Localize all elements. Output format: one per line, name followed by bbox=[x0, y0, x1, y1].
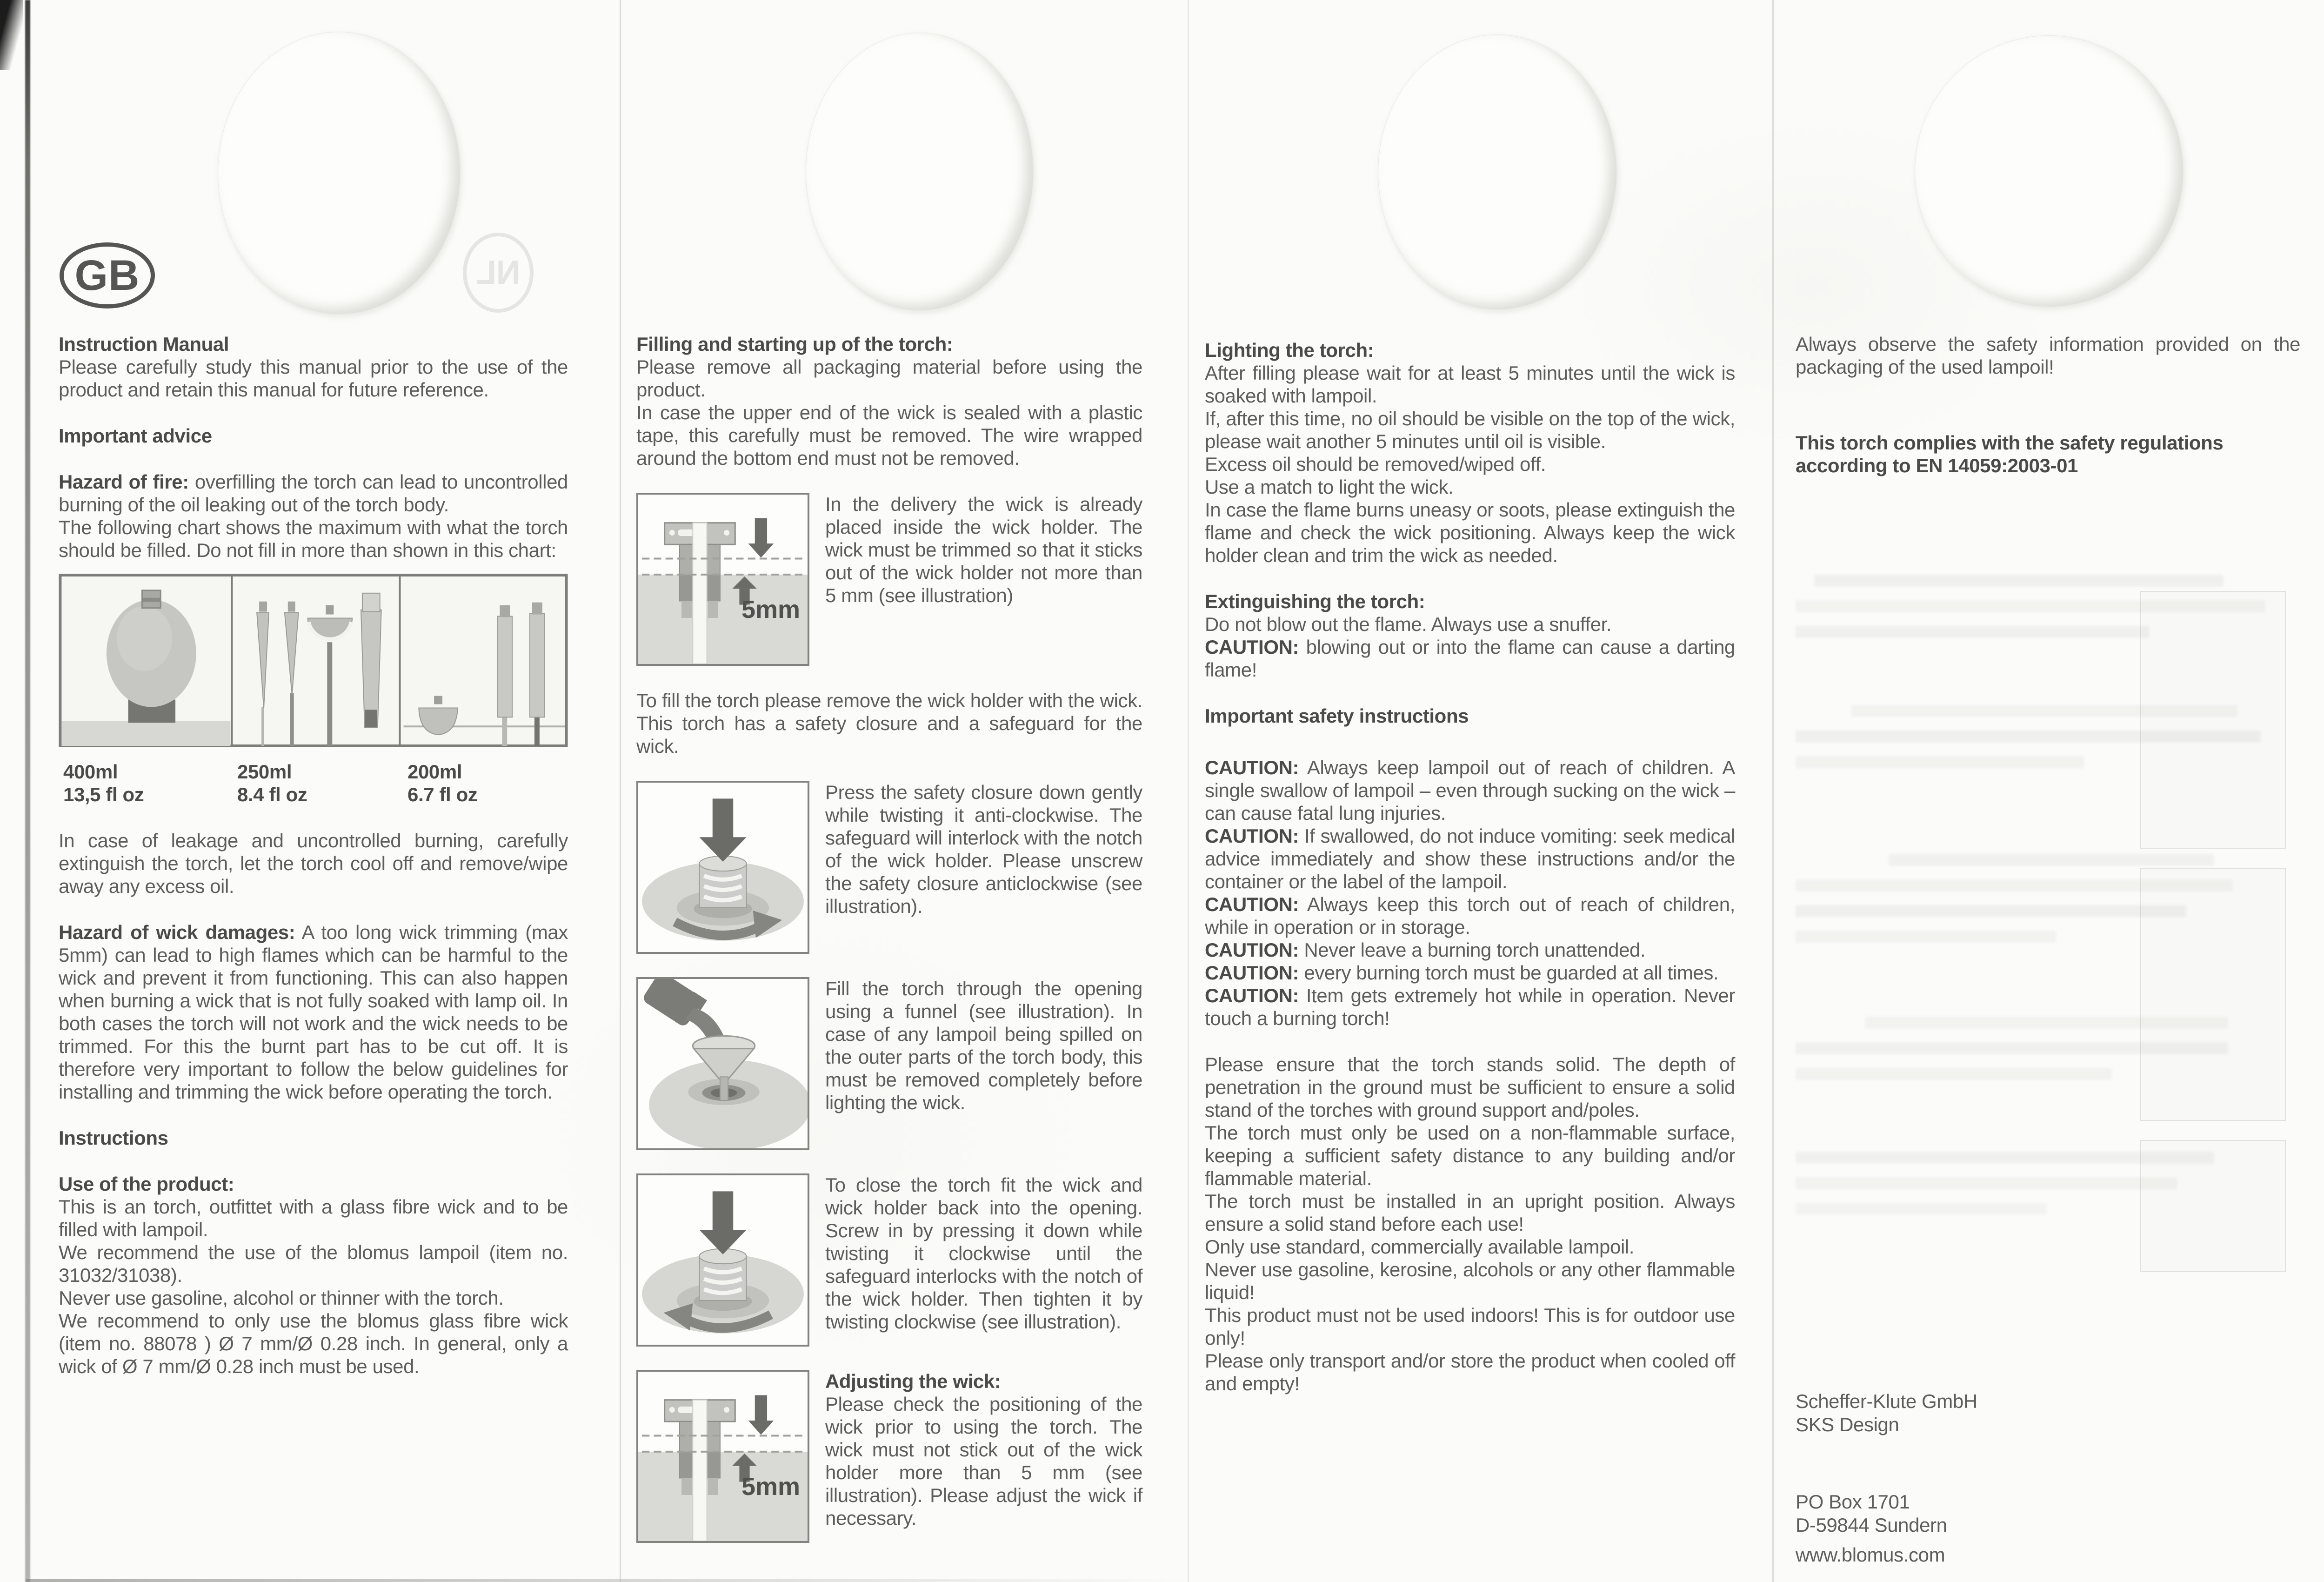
caution-label: CAUTION: bbox=[1205, 939, 1299, 961]
caution-label: CAUTION: bbox=[1205, 962, 1299, 984]
extinguishing-text: Do not blow out the flame. Always use a snuffer. bbox=[1205, 613, 1612, 635]
hazard-fire-paragraph bbox=[59, 470, 568, 562]
hanger-hole-panel2 bbox=[806, 33, 1034, 311]
compliance-paragraph: This torch complies with the safety regulations according to EN 14059:2003-01 bbox=[1796, 432, 2224, 476]
use-line: We recommend to only use the blomus glass fibre wick (item no. 88078 ) Ø 7 mm/Ø 0.28 inch. In general, only a wick of Ø 7 mm/Ø 0.28 inch must be used. bbox=[59, 1310, 568, 1377]
funnel-text: Fill the torch through the opening using a funnel (see illustration). In case of any lampoil being spilled on the outer parts of the torch body, this must be removed completely before lighting the wick. bbox=[825, 978, 1142, 1113]
extinguishing-section bbox=[1205, 590, 1735, 681]
filling-p2: In case the upper end of the wick is sealed with a plastic tape, this carefully must be removed. The wire wrapped around the bottom end must not be removed. bbox=[636, 402, 1142, 469]
torch-capacity-diagram bbox=[59, 574, 568, 747]
use-of-product-section bbox=[59, 1173, 568, 1378]
lighting-line: In case the flame burns uneasy or soots, please extinguish the flame and check the wick positioning. Always keep the wick holder clean and trim the wick as needed. bbox=[1205, 499, 1735, 566]
five-mm-label: 5mm bbox=[741, 1473, 800, 1501]
capacity-200ml: 200ml 6.7 fl oz bbox=[407, 761, 478, 805]
company-name: Scheffer-Klute GmbH bbox=[1796, 1390, 1977, 1412]
safety-instructions-heading: Important safety instructions bbox=[1205, 705, 1469, 727]
extinguishing-caution: CAUTION: blowing out or into the flame can cause a darting flame! bbox=[1205, 636, 1735, 681]
capacity-400ml: 400ml 13,5 fl oz bbox=[63, 761, 144, 805]
hazard-wick-label: Hazard of wick damages: bbox=[59, 921, 295, 943]
hazard-fire-text: overfilling the torch can lead to uncontrolled burning of the oil leaking out of the torch body. bbox=[59, 471, 568, 516]
caution-label: CAUTION: bbox=[1205, 757, 1299, 778]
filling-section bbox=[636, 333, 1142, 469]
fill-remove-paragraph: To fill the torch please remove the wick holder with the wick. This torch has a safety closure and a safeguard for the wick. bbox=[636, 690, 1142, 757]
instructions-heading: Instructions bbox=[59, 1127, 168, 1149]
caution-item: CAUTION: Item gets extremely hot while in operation. Never touch a burning torch! bbox=[1205, 985, 1735, 1029]
column-lighting-safety bbox=[1205, 339, 1735, 1395]
section-title: Instruction Manual bbox=[59, 333, 229, 355]
adjust-wick-row bbox=[636, 1370, 1142, 1543]
fold-line-2 bbox=[1188, 0, 1189, 1582]
close-twist-diagram bbox=[638, 1175, 808, 1345]
stand-solid-section bbox=[1205, 1053, 1735, 1395]
filling-p1: Please remove all packaging material before using the product. bbox=[636, 356, 1142, 401]
caution-item: CAUTION: If swallowed, do not induce vomiting: seek medical advice immediately and show these instructions and/or the container or the label of the lampoil. bbox=[1205, 825, 1735, 892]
press-closure-row bbox=[636, 781, 1142, 954]
close-torch-row bbox=[636, 1173, 1142, 1347]
use-line: This is an torch, outfittet with a glass fibre wick and to be filled with lampoil. bbox=[59, 1196, 568, 1240]
scan-left-edge bbox=[25, 0, 30, 1582]
figure-press-closure-anticlockwise bbox=[636, 781, 809, 954]
hazard-wick-paragraph: Hazard of wick damages: A too long wick trimming (max 5mm) can lead to high flames which can be harmful to the wick and prevent it from functioning. This can also happen when burning a wick that is not fully soaked with lamp oil. In both cases the torch will not work and the wick needs to be trimmed. For this the burnt part has to be cut off. It is therefore very important to follow the below guidelines for installing and trimming the wick before operating the torch. bbox=[59, 921, 568, 1103]
lighting-line: Excess oil should be removed/wiped off. bbox=[1205, 453, 1546, 475]
bleed-through-box bbox=[2140, 1140, 2286, 1272]
language-badge-nl-ghost-label: NL bbox=[476, 254, 521, 291]
funnel-row bbox=[636, 977, 1142, 1150]
capacity-250ml: 250ml 8.4 fl oz bbox=[237, 761, 307, 805]
caution-item: CAUTION: every burning torch must be guarded at all times. bbox=[1205, 962, 1719, 984]
hanger-hole-panel1 bbox=[218, 32, 461, 315]
column-filling bbox=[636, 333, 1142, 1543]
lighting-line: If, after this time, no oil should be visible on the top of the wick, please wait another 5 minutes until oil is visible. bbox=[1205, 408, 1735, 452]
lighting-heading: Lighting the torch: bbox=[1205, 339, 1374, 361]
caution-label: CAUTION: bbox=[1205, 636, 1299, 658]
bleed-through-box bbox=[2140, 591, 2286, 849]
address-pobox: PO Box 1701 bbox=[1796, 1491, 1910, 1513]
bleed-through-line bbox=[1796, 931, 2056, 943]
company-brand: SKS Design bbox=[1796, 1414, 1899, 1435]
bleed-through-line bbox=[1796, 905, 2186, 917]
figure-close-clockwise bbox=[636, 1173, 809, 1347]
fill-capacity-chart bbox=[59, 574, 568, 806]
use-line: We recommend the use of the blomus lampoil (item no. 31032/31038). bbox=[59, 1241, 568, 1286]
caution-item: CAUTION: Always keep this torch out of reach of children, while in operation or in storage. bbox=[1205, 893, 1735, 938]
caution-label: CAUTION: bbox=[1205, 825, 1299, 847]
column-instruction-manual bbox=[59, 333, 568, 1378]
filling-heading: Filling and starting up of the torch: bbox=[636, 333, 953, 355]
lighting-line: After filling please wait for at least 5 minutes until the wick is soaked with lampoil. bbox=[1205, 362, 1735, 407]
bleed-through-line bbox=[1889, 854, 2214, 866]
caution-item: CAUTION: Never leave a burning torch unattended. bbox=[1205, 939, 1646, 961]
language-badge-gb bbox=[60, 242, 155, 308]
press-twist-diagram bbox=[638, 783, 808, 952]
bleed-through-line bbox=[1796, 1177, 2177, 1189]
five-mm-label: 5mm bbox=[741, 596, 800, 623]
extinguishing-heading: Extinguishing the torch: bbox=[1205, 590, 1425, 612]
bleed-through-line bbox=[1796, 1203, 2047, 1215]
language-badge-nl-ghost bbox=[463, 233, 534, 313]
bleed-through-line bbox=[1796, 626, 2149, 638]
lighting-section bbox=[1205, 339, 1735, 567]
wick-adjust-diagram bbox=[638, 1372, 808, 1541]
figure-wick-trim-5mm bbox=[636, 493, 809, 666]
stand-line: This product must not be used indoors! This is for outdoor use only! bbox=[1205, 1304, 1735, 1349]
stand-line: Please only transport and/or store the product when cooled off and empty! bbox=[1205, 1350, 1735, 1394]
section-intro bbox=[59, 333, 568, 401]
bleed-through-line bbox=[1814, 575, 2224, 587]
wick-trim-text: In the delivery the wick is already placed inside the wick holder. The wick must be trimmed so that it sticks out of the wick holder not more than 5 mm (see illustration) bbox=[825, 493, 1142, 606]
close-torch-text: To close the torch fit the wick and wick holder back into the opening. Screw in by pressing it down while twisting it clockwise until the safeguard interlocks with the notch of the wick holder. Then tighten it by twisting clockwise (see illustration). bbox=[825, 1174, 1142, 1333]
intro-text: Please carefully study this manual prior to the use of the product and retain this manual for future reference. bbox=[59, 356, 568, 401]
adjust-text: Please check the positioning of the wick prior to using the torch. The wick must not stick out of the wick holder more than 5 mm (see illustration). Please adjust the wick if necessary. bbox=[825, 1393, 1142, 1529]
stand-line: Only use standard, commercially available lampoil. bbox=[1205, 1236, 1635, 1258]
hanger-hole-panel3 bbox=[1378, 34, 1617, 310]
leakage-paragraph: In case of leakage and uncontrolled burning, carefully extinguish the torch, let the torch cool off and remove/wipe away any excess oil. bbox=[59, 830, 568, 897]
bleed-through-line bbox=[1796, 1068, 2112, 1080]
address-city: D-59844 Sundern bbox=[1796, 1514, 1947, 1536]
advice-heading: Important advice bbox=[59, 425, 212, 447]
capacity-labels bbox=[59, 760, 568, 806]
figure-adjust-wick-5mm bbox=[636, 1370, 809, 1543]
bleed-through-box bbox=[2140, 868, 2286, 1121]
funnel-fill-diagram bbox=[638, 979, 808, 1148]
caution-item: CAUTION: Always keep lampoil out of reach of children. A single swallow of lampoil – even through sucking on the wick – can cause fatal lung injuries. bbox=[1205, 757, 1735, 824]
language-badge-gb-label: GB bbox=[74, 251, 140, 299]
caution-label: CAUTION: bbox=[1205, 985, 1299, 1006]
wick-cross-section-diagram bbox=[638, 495, 808, 664]
website-url: www.blomus.com bbox=[1796, 1544, 1945, 1566]
wick-trim-row bbox=[636, 493, 1142, 666]
hazard-fire-label: Hazard of fire: bbox=[59, 471, 189, 493]
stand-line: The torch must only be used on a non-flammable surface, keeping a sufficient safety distance to any building and/or flammable material. bbox=[1205, 1122, 1735, 1189]
scan-bottom-edge bbox=[26, 1579, 1189, 1582]
stand-line: Never use gasoline, kerosine, alcohols or any other flammable liquid! bbox=[1205, 1259, 1735, 1303]
press-closure-text: Press the safety closure down gently while twisting it anti-clockwise. The safeguard will interlock with the notch of the wick holder. Please unscrew the safety closure anticlockwise (see illustration). bbox=[825, 781, 1142, 917]
caution-label: CAUTION: bbox=[1205, 893, 1299, 915]
stand-line: Please ensure that the torch stands solid. The depth of penetration in the ground must be sufficient to ensure a solid stand of the torches with ground support and/poles. bbox=[1205, 1053, 1735, 1121]
hanger-hole-panel4 bbox=[1915, 35, 2184, 307]
scan-corner-shadow bbox=[0, 0, 23, 70]
bleed-through-line bbox=[1796, 756, 2084, 768]
adjust-wick-section bbox=[825, 1370, 1142, 1529]
stand-line: The torch must be installed in an upright position. Always ensure a solid stand before each use! bbox=[1205, 1190, 1735, 1235]
fold-line-1 bbox=[620, 0, 621, 1582]
adjust-heading: Adjusting the wick: bbox=[825, 1370, 1001, 1392]
lighting-line: Use a match to light the wick. bbox=[1205, 476, 1454, 498]
hazard-fire-text2: The following chart shows the maximum with what the torch should be filled. Do not fill in more than shown in this chart: bbox=[59, 516, 568, 561]
caution-list bbox=[1205, 756, 1735, 1030]
figure-fill-funnel bbox=[636, 977, 809, 1150]
use-line: Never use gasoline, alcohol or thinner with the torch. bbox=[59, 1287, 504, 1309]
use-heading: Use of the product: bbox=[59, 1173, 234, 1195]
observe-safety-paragraph: Always observe the safety information provided on the packaging of the used lampoil! bbox=[1796, 333, 2300, 378]
fold-line-3 bbox=[1772, 0, 1774, 1582]
